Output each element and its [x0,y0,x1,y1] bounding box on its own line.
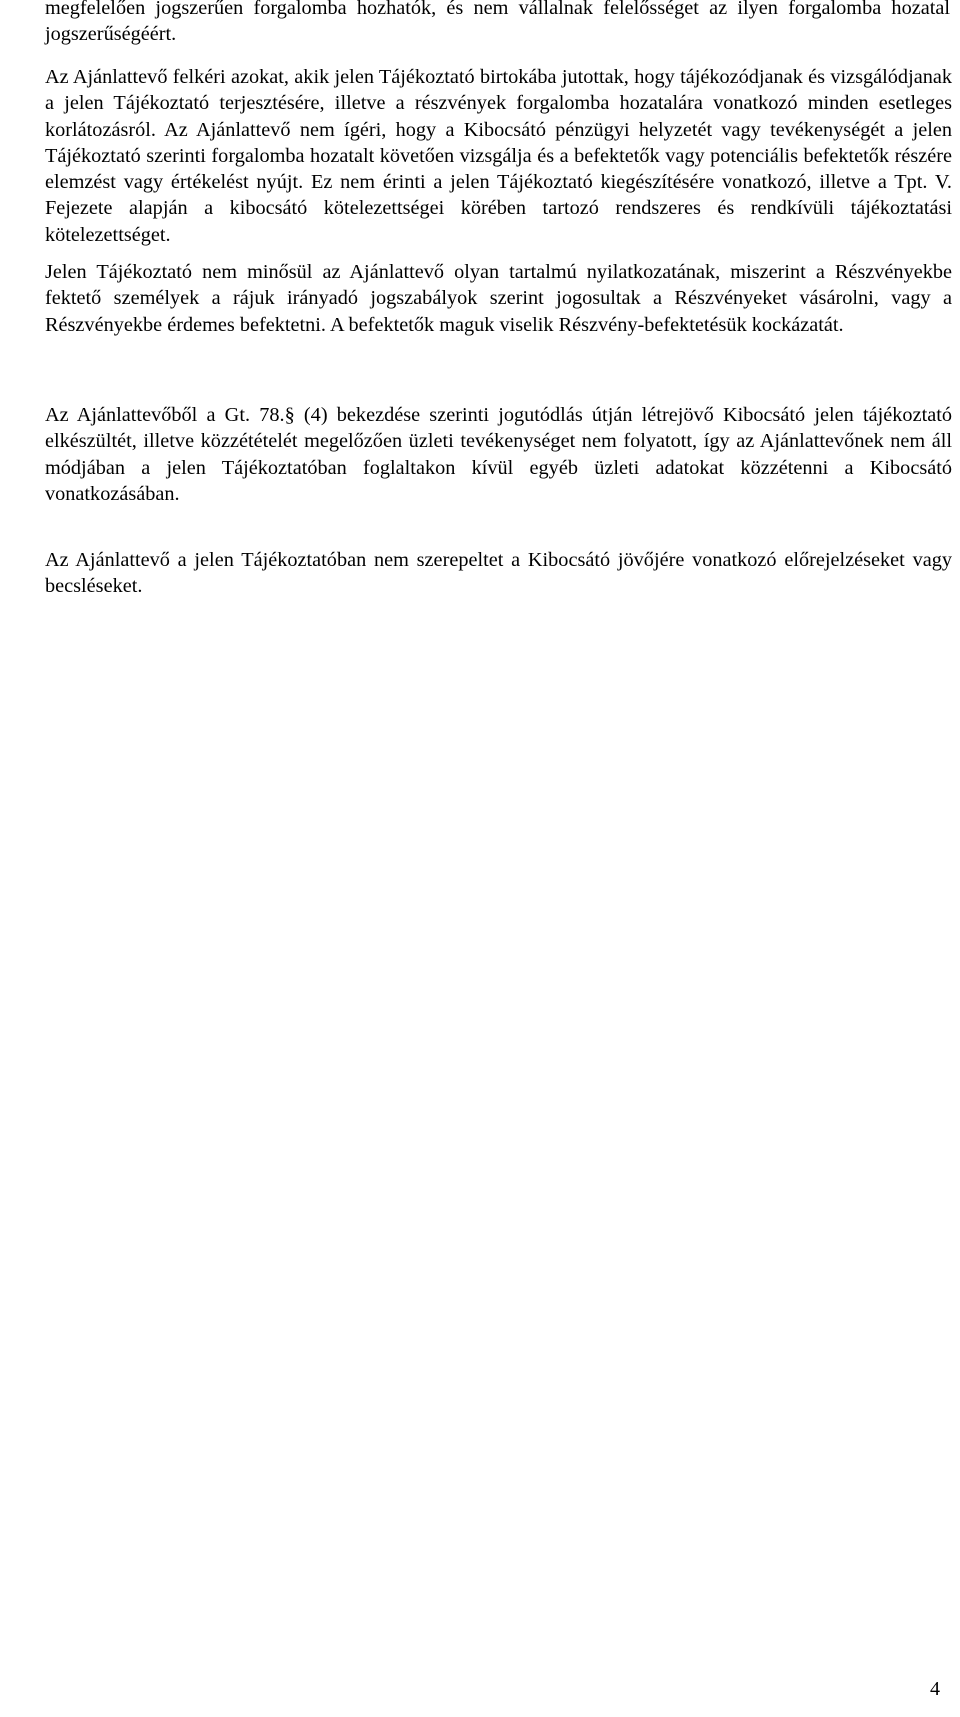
item-marker [2,64,45,90]
item-marker [2,402,45,428]
list-item-j [2,259,952,338]
page-number: 4 [930,1678,940,1700]
list-item-k [2,402,952,507]
list-item-i [2,64,952,248]
item-text: Az Ajánlattevő felkéri azokat, akik jelen Tájékoztató birtokába jutottak, hogy tájékozódjanak és vizsgálódjanak a jelen Tájékoztató terjesztésére, illetve a részvények forgalomba hozatalára vonatkozó minden esetleges korlátozásról. Az Ajánlattevő nem ígéri, hogy a Kibocsátó pénzügyi helyzetét vagy tevékenységét a jelen Tájékoztató szerinti forgalomba hozatalt követően vizsgálja és a befektetők vagy potenciális befektetők részére elemzést vagy értékelést nyújt. Ez nem érinti a jelen Tájékoztató kiegészítésére vonatkozó, illetve a Tpt. V. Fejezete alapján a kibocsátó kötelezettségei körében tartozó rendszeres és rendkívüli tájékoztatási kötelezettséget. [45,66,952,246]
continuation-paragraph: megfelelően jogszerűen forgalomba hozhatók, és nem vállalnak felelősséget az ilyen forgalomba hozatal jogszerűségéért. [45,0,950,45]
item-marker [2,259,45,285]
item-text: Jelen Tájékoztató nem minősül az Ajánlattevő olyan tartalmú nyilatkozatának, miszerint a Részvényekbe fektető személyek a rájuk irányadó jogszabályok szerint jogosultak a Részvényeket vásárolni, vagy a Részvényekbe érdemes befektetni. A befektetők maguk viselik Részvény-befektetésük kockázatát. [45,261,952,336]
item-marker [2,547,45,573]
item-text: Az Ajánlattevőből a Gt. 78.§ (4) bekezdése szerinti jogutódlás útján létrejövő Kibocsátó jelen tájékoztató elkészültét, illetve közzétételét megelőzően üzleti tevékenységet nem folyatott, így az Ajánlattevőnek nem áll módjában a jelen Tájékoztatóban foglaltakon kívül egyéb üzleti adatokat közzétenni a Kibocsátó vonatkozásában. [45,404,952,505]
list-item-l [2,547,952,600]
item-text: Az Ajánlattevő a jelen Tájékoztatóban nem szerepeltet a Kibocsátó jövőjére vonatkozó előrejelzéseket vagy becsléseket. [45,549,952,598]
